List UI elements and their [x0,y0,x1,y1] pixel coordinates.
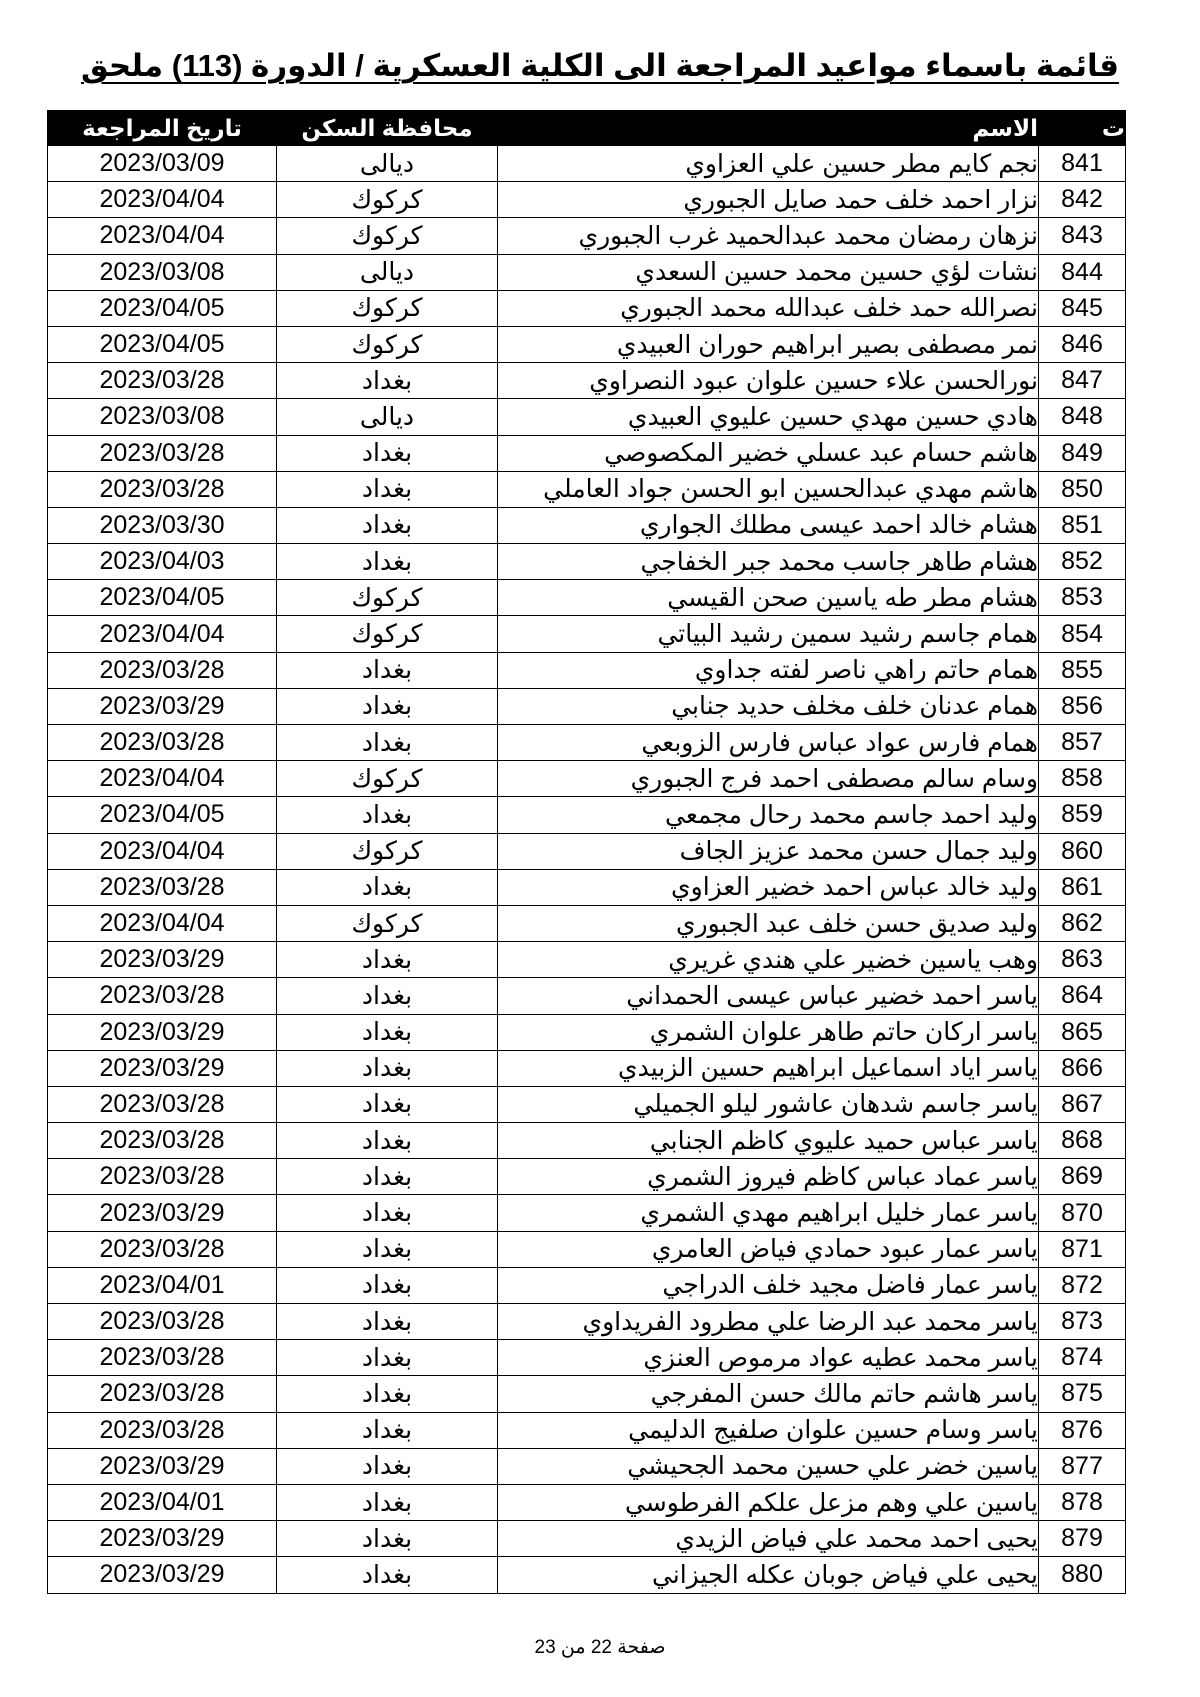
row-date: 2023/04/01 [48,1484,277,1520]
row-governorate: كركوك [277,290,498,326]
row-name: نزار احمد خلف حمد صايل الجبوري [498,182,1039,218]
row-number: 863 [1039,942,1126,978]
row-number: 845 [1039,290,1126,326]
row-name: هاشم مهدي عبدالحسين ابو الحسن جواد العاملي [498,471,1039,507]
table-row [48,1267,1126,1303]
table-row [48,1159,1126,1195]
row-name: وليد جمال حسن محمد عزيز الجاف [498,833,1039,869]
row-governorate: بغداد [277,1448,498,1484]
row-date: 2023/03/29 [48,688,277,724]
table-row [48,1086,1126,1122]
table-row [48,833,1126,869]
table-row [48,218,1126,254]
table-row [48,1340,1126,1376]
row-number: 843 [1039,218,1126,254]
row-date: 2023/03/08 [48,254,277,290]
table-row [48,688,1126,724]
row-number: 872 [1039,1267,1126,1303]
row-name: يحيى احمد محمد علي فياض الزيدي [498,1521,1039,1557]
row-number: 842 [1039,182,1126,218]
row-number: 850 [1039,471,1126,507]
row-number: 868 [1039,1123,1126,1159]
row-number: 869 [1039,1159,1126,1195]
row-governorate: بغداد [277,942,498,978]
row-name: ياسر اياد اسماعيل ابراهيم حسين الزبيدي [498,1050,1039,1086]
row-governorate: كركوك [277,616,498,652]
header-number: ت [1039,111,1126,146]
table-header [48,111,1126,146]
row-name: وهب ياسين خضير علي هندي غريري [498,942,1039,978]
row-date: 2023/03/29 [48,1050,277,1086]
row-date: 2023/03/28 [48,1231,277,1267]
table-row [48,544,1126,580]
row-number: 876 [1039,1412,1126,1448]
row-governorate: كركوك [277,905,498,941]
row-date: 2023/03/28 [48,1123,277,1159]
row-date: 2023/04/04 [48,616,277,652]
row-name: ياسر عمار خليل ابراهيم مهدي الشمري [498,1195,1039,1231]
row-name: نزهان رمضان محمد عبدالحميد غرب الجبوري [498,218,1039,254]
table-row [48,797,1126,833]
row-name: ياسر عمار فاضل مجيد خلف الدراجي [498,1267,1039,1303]
row-name: نورالحسن علاء حسين علوان عبود النصراوي [498,363,1039,399]
row-number: 867 [1039,1086,1126,1122]
table-row [48,1050,1126,1086]
schedule-table [47,110,1126,1594]
row-date: 2023/04/04 [48,761,277,797]
row-number: 849 [1039,435,1126,471]
row-name: ياسر محمد عطيه عواد مرموص العنزي [498,1340,1039,1376]
row-date: 2023/03/28 [48,1086,277,1122]
row-number: 857 [1039,725,1126,761]
row-date: 2023/04/05 [48,326,277,362]
row-name: ياسر عباس حميد عليوي كاظم الجنابي [498,1123,1039,1159]
table-row [48,1412,1126,1448]
row-number: 865 [1039,1014,1126,1050]
table-row [48,182,1126,218]
table-body [48,146,1126,1594]
row-number: 853 [1039,580,1126,616]
row-number: 873 [1039,1304,1126,1340]
row-date: 2023/04/05 [48,580,277,616]
table-row [48,761,1126,797]
row-number: 864 [1039,978,1126,1014]
row-governorate: ديالى [277,254,498,290]
row-date: 2023/03/28 [48,1304,277,1340]
row-governorate: بغداد [277,507,498,543]
table-row [48,652,1126,688]
document-title-text: قائمة باسماء مواعيد المراجعة الى الكلية العسكرية / الدورة (113) ملحق [80,48,1119,83]
row-date: 2023/03/29 [48,1521,277,1557]
table-row [48,399,1126,435]
row-number: 875 [1039,1376,1126,1412]
row-date: 2023/04/04 [48,905,277,941]
table-row [48,1376,1126,1412]
row-date: 2023/03/28 [48,363,277,399]
row-governorate: بغداد [277,544,498,580]
row-number: 860 [1039,833,1126,869]
row-number: 855 [1039,652,1126,688]
row-name: هشام طاهر جاسب محمد جبر الخفاجي [498,544,1039,580]
row-number: 858 [1039,761,1126,797]
row-name: ياسر عماد عباس كاظم فيروز الشمري [498,1159,1039,1195]
row-name: هشام مطر طه ياسين صحن القيسي [498,580,1039,616]
row-governorate: كركوك [277,580,498,616]
row-name: ياسين خضر علي حسين محمد الجحيشي [498,1448,1039,1484]
header-row [48,111,1126,146]
document-title [0,48,1200,84]
row-name: يحيى علي فياض جوبان عكله الجيزاني [498,1557,1039,1593]
table-row [48,1014,1126,1050]
row-governorate: بغداد [277,1557,498,1593]
table-row [48,146,1126,182]
row-governorate: بغداد [277,435,498,471]
row-governorate: كركوك [277,326,498,362]
row-date: 2023/03/30 [48,507,277,543]
row-date: 2023/03/29 [48,942,277,978]
row-governorate: بغداد [277,471,498,507]
row-number: 854 [1039,616,1126,652]
row-name: نجم كايم مطر حسين علي العزاوي [498,146,1039,182]
row-number: 879 [1039,1521,1126,1557]
row-governorate: كركوك [277,761,498,797]
row-date: 2023/03/29 [48,1195,277,1231]
row-date: 2023/03/28 [48,1340,277,1376]
row-governorate: بغداد [277,1050,498,1086]
row-name: همام عدنان خلف مخلف حديد جنابي [498,688,1039,724]
row-governorate: بغداد [277,797,498,833]
row-name: نمر مصطفى بصير ابراهيم حوران العبيدي [498,326,1039,362]
row-name: همام جاسم رشيد سمين رشيد البياتي [498,616,1039,652]
row-date: 2023/03/29 [48,1557,277,1593]
row-number: 866 [1039,1050,1126,1086]
table-row [48,580,1126,616]
table-row [48,435,1126,471]
row-name: ياسر احمد خضير عباس عيسى الحمداني [498,978,1039,1014]
row-date: 2023/04/04 [48,218,277,254]
table-row [48,1521,1126,1557]
table-row [48,1448,1126,1484]
table-row [48,290,1126,326]
table-row [48,507,1126,543]
row-governorate: بغداد [277,1231,498,1267]
row-date: 2023/04/04 [48,182,277,218]
row-date: 2023/03/28 [48,869,277,905]
page-number: صفحة 22 من 23 [534,1637,666,1658]
row-number: 862 [1039,905,1126,941]
row-governorate: ديالى [277,146,498,182]
row-date: 2023/03/28 [48,725,277,761]
row-number: 878 [1039,1484,1126,1520]
row-number: 852 [1039,544,1126,580]
row-date: 2023/03/28 [48,1412,277,1448]
row-governorate: بغداد [277,1484,498,1520]
header-name: الاسم [498,111,1039,146]
row-name: هاشم حسام عبد عسلي خضير المكصوصي [498,435,1039,471]
row-governorate: بغداد [277,725,498,761]
table-row [48,1195,1126,1231]
row-name: هادي حسين مهدي حسين عليوي العبيدي [498,399,1039,435]
table-row [48,1231,1126,1267]
table-row [48,616,1126,652]
row-number: 856 [1039,688,1126,724]
row-governorate: بغداد [277,1304,498,1340]
row-date: 2023/03/08 [48,399,277,435]
row-governorate: بغداد [277,1521,498,1557]
row-name: ياسر عمار عبود حمادي فياض العامري [498,1231,1039,1267]
row-name: ياسر جاسم شدهان عاشور ليلو الجميلي [498,1086,1039,1122]
row-name: ياسر وسام حسين علوان صلفيج الدليمي [498,1412,1039,1448]
row-name: وليد صديق حسن خلف عبد الجبوري [498,905,1039,941]
row-date: 2023/03/29 [48,1448,277,1484]
table-row [48,1557,1126,1593]
row-name: نصرالله حمد خلف عبدالله محمد الجبوري [498,290,1039,326]
row-governorate: كركوك [277,218,498,254]
row-name: ياسين علي وهم مزعل علكم الفرطوسي [498,1484,1039,1520]
row-governorate: بغداد [277,1086,498,1122]
row-number: 880 [1039,1557,1126,1593]
row-number: 851 [1039,507,1126,543]
table-row [48,363,1126,399]
row-date: 2023/03/28 [48,1159,277,1195]
row-governorate: كركوك [277,182,498,218]
table-row [48,254,1126,290]
row-governorate: بغداد [277,688,498,724]
row-governorate: بغداد [277,1195,498,1231]
header-date: تاريخ المراجعة [48,111,277,146]
row-number: 859 [1039,797,1126,833]
row-date: 2023/04/01 [48,1267,277,1303]
row-date: 2023/04/05 [48,290,277,326]
row-governorate: ديالى [277,399,498,435]
row-number: 877 [1039,1448,1126,1484]
row-number: 844 [1039,254,1126,290]
row-date: 2023/03/28 [48,471,277,507]
row-name: وليد خالد عباس احمد خضير العزاوي [498,869,1039,905]
row-date: 2023/04/03 [48,544,277,580]
row-name: نشات لؤي حسين محمد حسين السعدي [498,254,1039,290]
row-governorate: بغداد [277,363,498,399]
row-governorate: بغداد [277,978,498,1014]
row-date: 2023/03/28 [48,435,277,471]
row-number: 861 [1039,869,1126,905]
row-governorate: بغداد [277,1123,498,1159]
table-row [48,1304,1126,1340]
row-name: وليد احمد جاسم محمد رحال مجمعي [498,797,1039,833]
table-row [48,1484,1126,1520]
row-number: 841 [1039,146,1126,182]
row-number: 874 [1039,1340,1126,1376]
row-name: ياسر محمد عبد الرضا علي مطرود الفريداوي [498,1304,1039,1340]
table-row [48,978,1126,1014]
row-name: وسام سالم مصطفى احمد فرج الجبوري [498,761,1039,797]
row-number: 848 [1039,399,1126,435]
table-row [48,471,1126,507]
row-date: 2023/03/09 [48,146,277,182]
row-governorate: بغداد [277,869,498,905]
row-date: 2023/04/04 [48,833,277,869]
row-governorate: بغداد [277,1014,498,1050]
header-governorate: محافظة السكن [277,111,498,146]
row-governorate: بغداد [277,1159,498,1195]
row-name: ياسر اركان حاتم طاهر علوان الشمري [498,1014,1039,1050]
table-row [48,326,1126,362]
table-row [48,942,1126,978]
table-row [48,905,1126,941]
row-number: 870 [1039,1195,1126,1231]
row-date: 2023/03/28 [48,1376,277,1412]
row-governorate: بغداد [277,1412,498,1448]
table-row [48,725,1126,761]
table-row [48,1123,1126,1159]
row-number: 847 [1039,363,1126,399]
row-number: 846 [1039,326,1126,362]
row-date: 2023/04/05 [48,797,277,833]
row-governorate: كركوك [277,833,498,869]
row-name: ياسر هاشم حاتم مالك حسن المفرجي [498,1376,1039,1412]
row-governorate: بغداد [277,652,498,688]
row-date: 2023/03/28 [48,978,277,1014]
row-governorate: بغداد [277,1267,498,1303]
row-date: 2023/03/28 [48,652,277,688]
row-governorate: بغداد [277,1340,498,1376]
row-governorate: بغداد [277,1376,498,1412]
row-date: 2023/03/29 [48,1014,277,1050]
table-row [48,869,1126,905]
row-name: همام حاتم راهي ناصر لفته جداوي [498,652,1039,688]
row-name: هشام خالد احمد عيسى مطلك الجواري [498,507,1039,543]
row-name: همام فارس عواد عباس فارس الزوبعي [498,725,1039,761]
row-number: 871 [1039,1231,1126,1267]
